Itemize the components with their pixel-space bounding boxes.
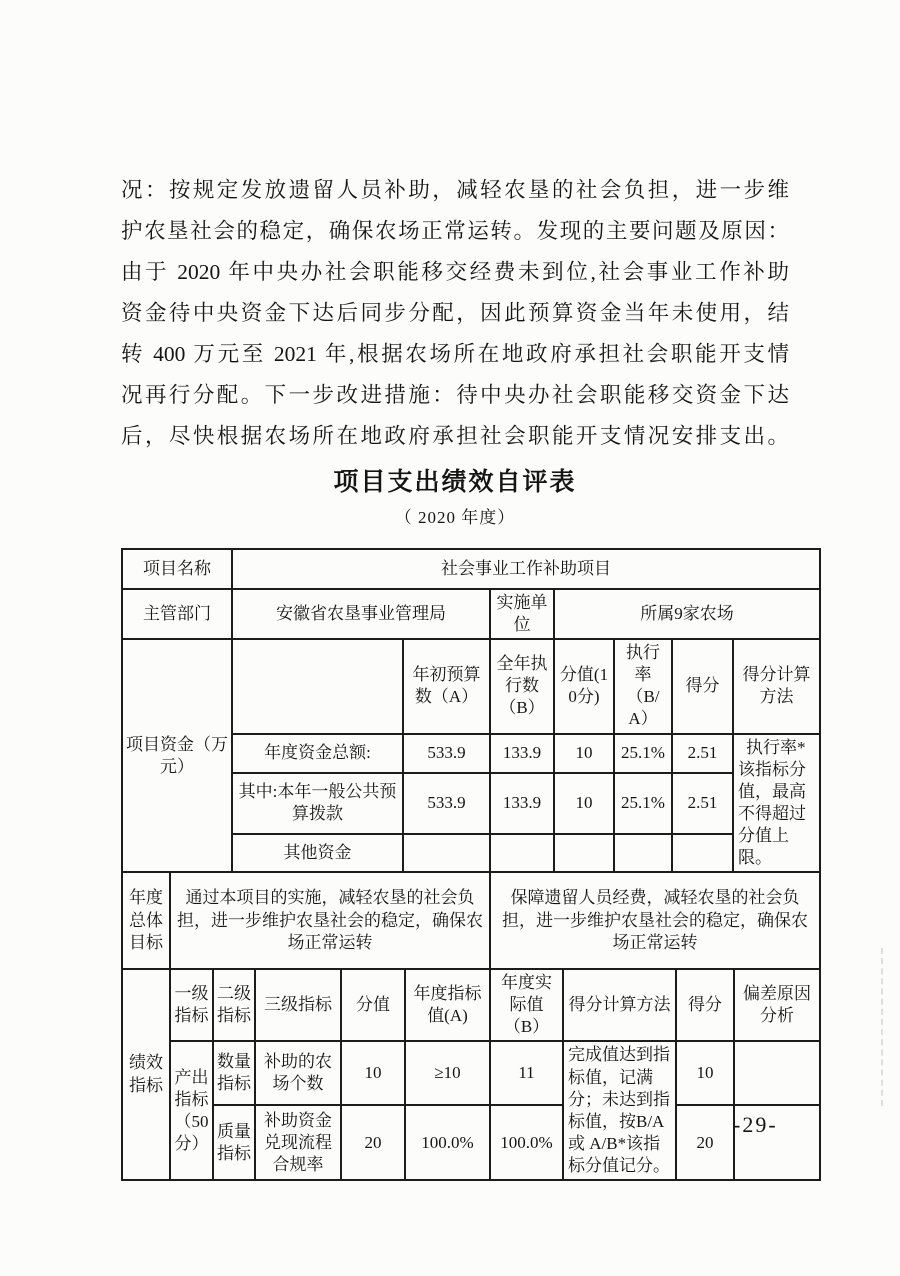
funds-other-label: 其他资金 <box>232 834 403 872</box>
project-name-label: 项目名称 <box>122 549 232 589</box>
indicator-quantity-deviation <box>734 1041 820 1105</box>
indicators-header-level1: 一级指标 <box>170 969 213 1041</box>
paragraph-line-7: 后，尽快根据农场所在地政府承担社会职能开支情况安排支出。 <box>121 424 789 448</box>
funds-header-score: 得分 <box>672 639 733 733</box>
paragraph-line-4: 资金待中央资金下达后同步分配，因此预算资金当年未使用，结 <box>121 301 789 325</box>
funds-total-score: 2.51 <box>672 734 733 773</box>
funds-total-rate: 25.1% <box>614 734 672 773</box>
indicator-quality-target: 100.0% <box>405 1105 490 1180</box>
funds-total-budget: 533.9 <box>403 734 490 773</box>
funds-other-points <box>554 834 614 872</box>
indicators-header-actual: 年度实际值（B） <box>490 969 563 1041</box>
funds-label: 项目资金（万元） <box>122 639 232 872</box>
indicator-quantity-score: 10 <box>676 1041 734 1105</box>
funds-header-points: 分值(10分) <box>554 639 614 733</box>
indicators-header-points: 分值 <box>341 969 405 1041</box>
table-title: 项目支出绩效自评表 <box>333 468 577 496</box>
funds-header-rate: 执行率（B/A） <box>614 639 672 733</box>
paragraph-line-6: 况再行分配。下一步改进措施：待中央办社会职能移交资金下达 <box>121 383 789 407</box>
table-section-header <box>121 548 821 640</box>
funds-header-budget: 年初预算数（A） <box>403 639 490 733</box>
page-number: -29- <box>733 1112 778 1137</box>
funds-header-executed: 全年执行数（B） <box>490 639 554 733</box>
scan-artifact-line <box>881 948 883 1106</box>
paragraph-line-1: 况：按规定发放遗留人员补助，减轻农垦的社会负担，进一步维 <box>121 178 789 202</box>
funds-header-method: 得分计算方法 <box>733 639 820 733</box>
funds-total-executed: 133.9 <box>490 734 554 773</box>
funds-public-points: 10 <box>554 773 614 834</box>
paragraph-line-2: 护农垦社会的稳定，确保农场正常运转。发现的主要问题及原因： <box>121 219 789 243</box>
department-label: 主管部门 <box>122 589 232 639</box>
funds-other-score <box>672 834 733 872</box>
indicators-header-level3: 三级指标 <box>255 969 341 1041</box>
indicators-header-method: 得分计算方法 <box>563 969 676 1041</box>
annual-goal-text: 通过本项目的实施，减轻农垦的社会负担，进一步维护农垦社会的稳定，确保农场正常运转 <box>170 872 490 969</box>
table-section-annual-goal <box>121 871 821 970</box>
indicators-header-score: 得分 <box>676 969 734 1041</box>
indicator-row-quantity <box>122 1041 820 1105</box>
funds-public-score: 2.51 <box>672 773 733 834</box>
funds-public-rate: 25.1% <box>614 773 672 834</box>
department-value: 安徽省农垦事业管理局 <box>232 589 490 639</box>
self-evaluation-table <box>121 548 821 1181</box>
indicator-row-quality <box>122 1105 820 1180</box>
funds-public-budget: 533.9 <box>403 773 490 834</box>
indicator-quantity-actual: 11 <box>490 1041 563 1105</box>
indicator-quality-level3: 补助资金兑现流程合规率 <box>255 1105 341 1180</box>
annual-goal-result: 保障遗留人员经费，减轻农垦的社会负担，进一步维护农垦社会的稳定，确保农场正常运转 <box>490 872 820 969</box>
table-section-indicators <box>121 968 821 1181</box>
implementing-unit-value: 所属9家农场 <box>554 589 820 639</box>
funds-total-label: 年度资金总额: <box>232 734 403 773</box>
paragraph-line-5: 转 400 万元至 2021 年,根据农场所在地政府承担社会职能开支情 <box>121 342 789 366</box>
indicators-header-level2: 二级指标 <box>213 969 255 1041</box>
indicator-quality-points: 20 <box>341 1105 405 1180</box>
indicator-quality-score: 20 <box>676 1105 734 1180</box>
funds-other-executed <box>490 834 554 872</box>
indicators-header-target: 年度指标值(A) <box>405 969 490 1041</box>
indicator-quantity-level3: 补助的农场个数 <box>255 1041 341 1105</box>
funds-public-executed: 133.9 <box>490 773 554 834</box>
table-subtitle: （ 2020 年度） <box>394 508 516 527</box>
table-section-funds <box>121 638 821 873</box>
funds-blank-cell <box>232 639 403 733</box>
funds-method-note: 执行率*该指标分值，最高不得超过分值上限。 <box>733 734 820 873</box>
indicator-quantity-target: ≥10 <box>405 1041 490 1105</box>
indicator-quality-level2: 质量指标 <box>213 1105 255 1180</box>
funds-other-budget <box>403 834 490 872</box>
annual-goal-label: 年度总体目标 <box>122 872 170 969</box>
indicators-label: 绩效指标 <box>122 969 170 1180</box>
indicator-quality-actual: 100.0% <box>490 1105 563 1180</box>
body-paragraph <box>121 170 789 457</box>
funds-total-points: 10 <box>554 734 614 773</box>
indicator-quantity-level2: 数量指标 <box>213 1041 255 1105</box>
indicators-method-note: 完成值达到指标值，记满分；未达到指标值，按B/A 或 A/B*该指标分值记分。 <box>563 1041 676 1180</box>
implementing-unit-label: 实施单位 <box>490 589 554 639</box>
project-name-value: 社会事业工作补助项目 <box>232 549 820 589</box>
paragraph-line-3: 由于 2020 年中央办社会职能移交经费未到位,社会事业工作补助 <box>121 260 789 284</box>
indicator-level1-value: 产出指标（50分） <box>170 1041 213 1180</box>
indicators-header-deviation: 偏差原因分析 <box>734 969 820 1041</box>
funds-public-label: 其中:本年一般公共预算拨款 <box>232 773 403 834</box>
funds-other-rate <box>614 834 672 872</box>
indicator-quantity-points: 10 <box>341 1041 405 1105</box>
